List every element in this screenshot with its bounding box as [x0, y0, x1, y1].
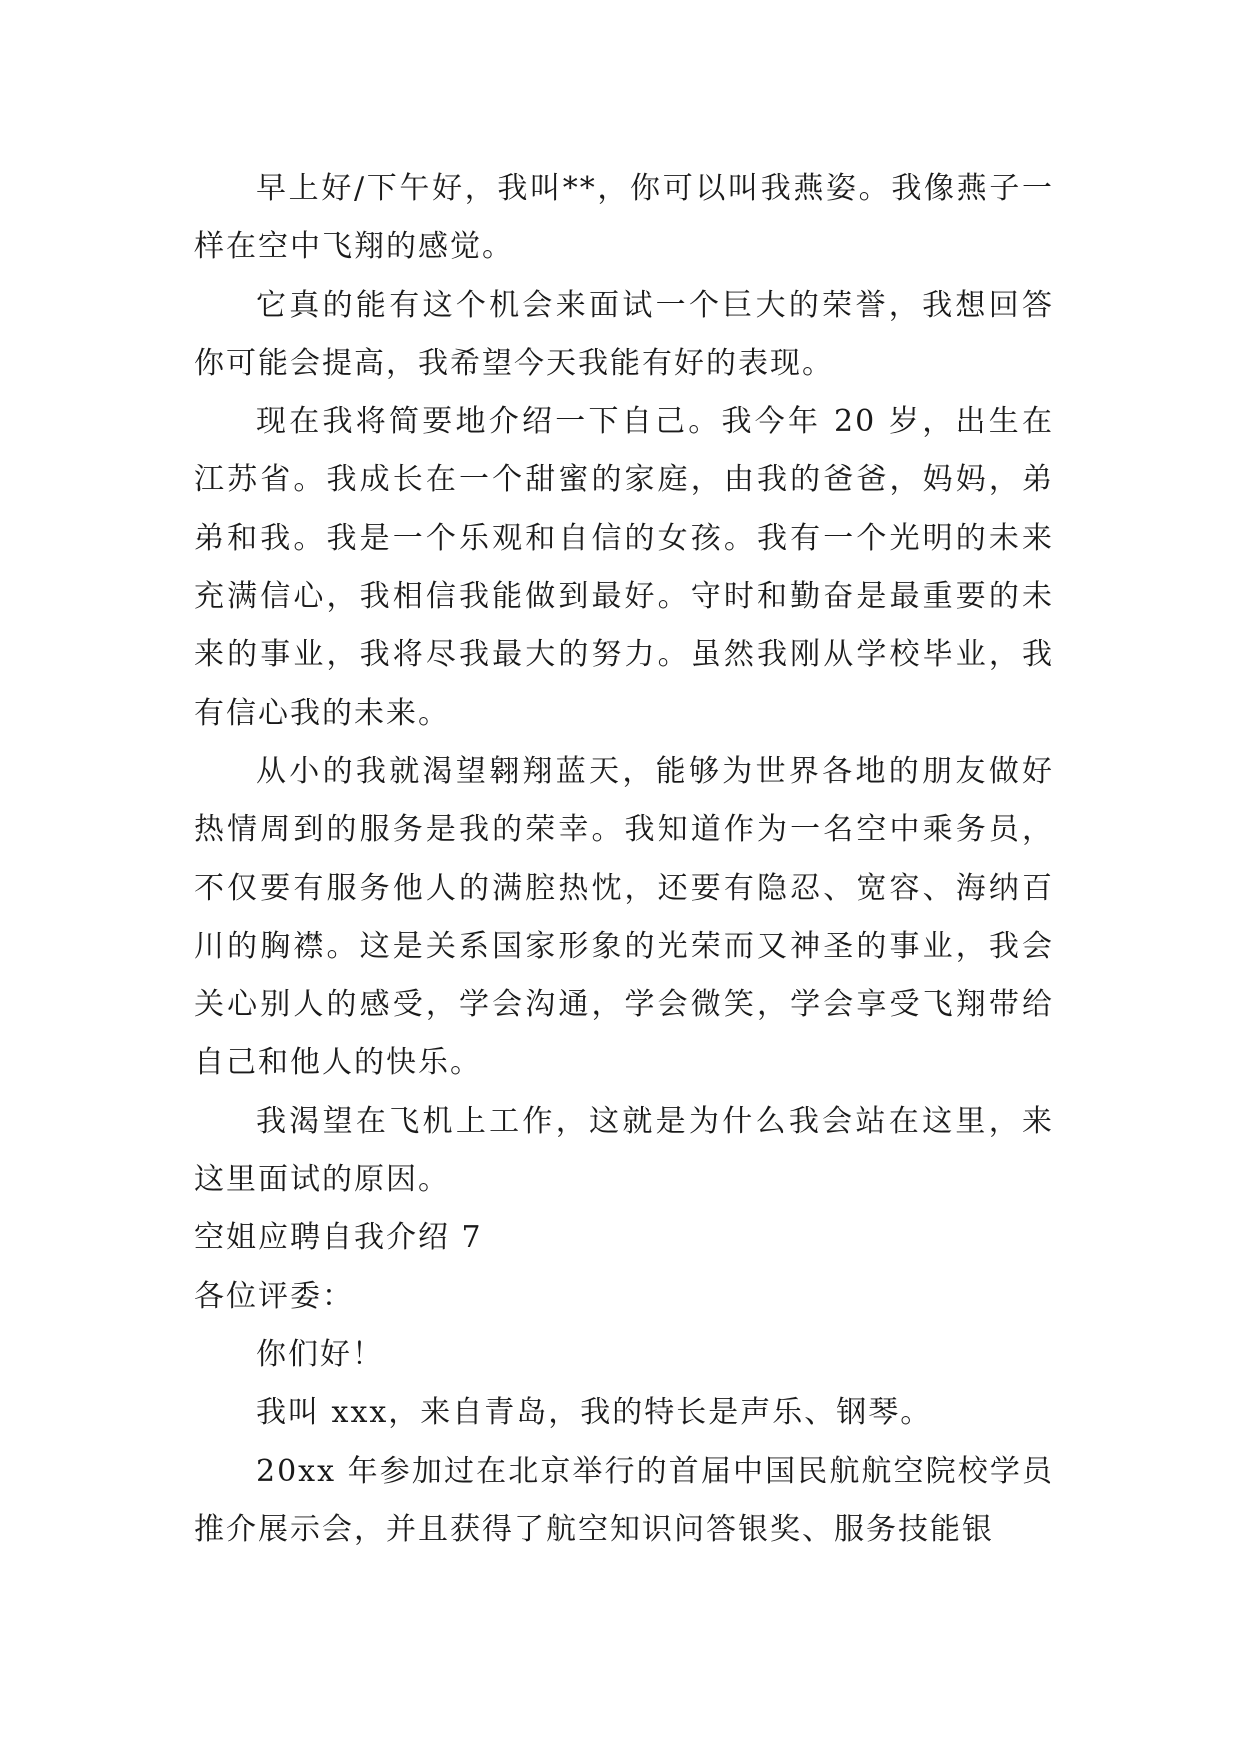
paragraph-honor: 它真的能有这个机会来面试一个巨大的荣誉，我想回答你可能会提高，我希望今天我能有好的表现。 [194, 287, 1054, 381]
salutation: 各位评委： [194, 1278, 354, 1314]
paragraph-greeting: 早上好/下午好，我叫**，你可以叫我燕姿。我像燕子一样在空中飞翔的感觉。 [194, 171, 1054, 265]
section-title: 空姐应聘自我介绍 7 [194, 1220, 483, 1256]
paragraph-self-intro: 现在我将简要地介绍一下自己。我今年 20 岁，出生在江苏省。我成长在一个甜蜜的家庭，由我的爸爸，妈妈，弟弟和我。我是一个乐观和自信的女孩。我有一个光明的未来充满信心，我相信我能做到最好。守时和勤奋是最重要的未来的事业，我将尽我最大的努力。虽然我刚从学校毕业，我有信心我的未来。 [194, 404, 1054, 731]
paragraph-closing: 我渴望在飞机上工作，这就是为什么我会站在这里，来这里面试的原因。 [194, 1103, 1054, 1198]
paragraph-aspiration: 从小的我就渴望翱翔蓝天，能够为世界各地的朋友做好热情周到的服务是我的荣幸。我知道作为一名空中乘务员，不仅要有服务他人的满腔热忱，还要有隐忍、宽容、海纳百川的胸襟。这是关系国家形象的光荣而又神圣的事业，我会关心别人的感受，学会沟通，学会微笑，学会享受飞翔带给自己和他人的快乐。 [194, 753, 1054, 1081]
paragraph-hello: 你们好！ [256, 1336, 384, 1372]
paragraph-experience: 20xx 年参加过在北京举行的首届中国民航航空院校学员推介展示会，并且获得了航空知识问答银奖、服务技能银 [194, 1453, 1054, 1547]
paragraph-name-origin: 我叫 xxx，来自青岛，我的特长是声乐、钢琴。 [256, 1395, 933, 1431]
document-body [194, 160, 1054, 1559]
